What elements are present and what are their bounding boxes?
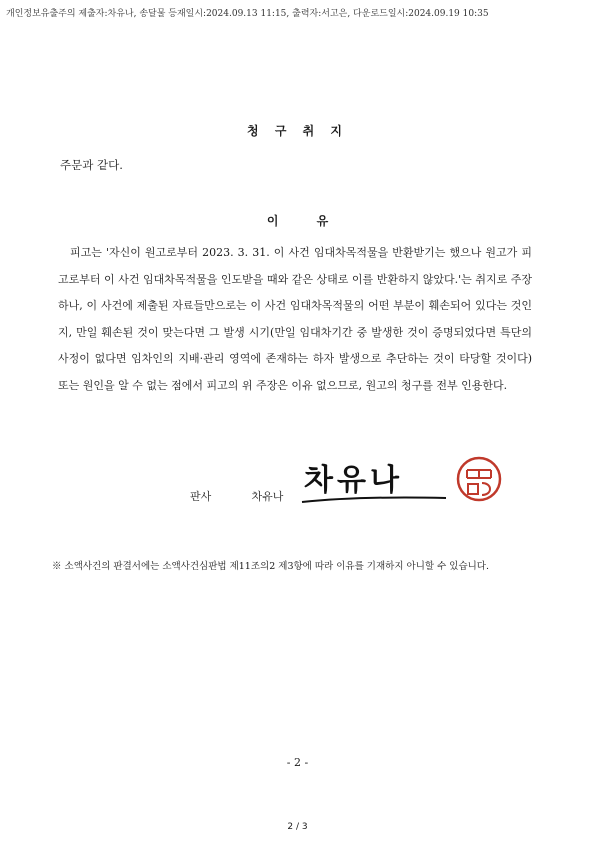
claim-title: 청 구 취 지 <box>247 124 348 138</box>
judge-name: 차유나 <box>251 490 284 503</box>
reason-section <box>58 240 532 399</box>
page-number: - 2 - <box>286 756 309 769</box>
footnote: ※ 소액사건의 판결서에는 소액사건심판법 제11조의2 제3항에 따라 이유를 기재하지 아니할 수 있습니다. <box>52 561 489 572</box>
document-header: 개인정보유출주의 제출자:차유나, 송달물 등재일시:2024.09.13 11:15, 출력자:서고은, 다운로드일시:2024.09.19 10:35 <box>6 9 489 19</box>
signature-text: 차유나 <box>304 463 403 498</box>
page-count: 2 / 3 <box>287 822 308 832</box>
judge-row <box>190 488 283 504</box>
claim-body: 주문과 같다. <box>60 158 123 172</box>
judge-title: 판사 <box>190 490 212 503</box>
reason-body: 피고는 '자신이 원고로부터 2023. 3. 31. 이 사건 임대차목적물을 반환받기는 했으나 원고가 피고로부터 이 사건 임대차목적물을 인도받을 때와 같은 상태로 이를 반환하지 않았다.'는 취지로 주장하나, 이 사건에 제출된 자료들만으로는 이 사건 임대차목적물의 어떤 부분이 훼손되어 있다는 것인지, 만일 훼손된 것이 맞는다면 그 발생 시기(만일 임대차기간 중 발생한 것이 증명되었다면 특단의 사정이 없다면 임차인의 지배·관리 영역에 존재하는 하자 발생으로 추단하는 것이 타당할 것이다) 또는 원인을 알 수 없는 점에서 피고의 위 주장은 이유 없으므로, 원고의 청구를 전부 인용한다. <box>58 246 532 392</box>
judge-signature <box>300 452 450 512</box>
reason-title: 이 유 <box>266 214 329 228</box>
judge-seal <box>456 456 502 502</box>
